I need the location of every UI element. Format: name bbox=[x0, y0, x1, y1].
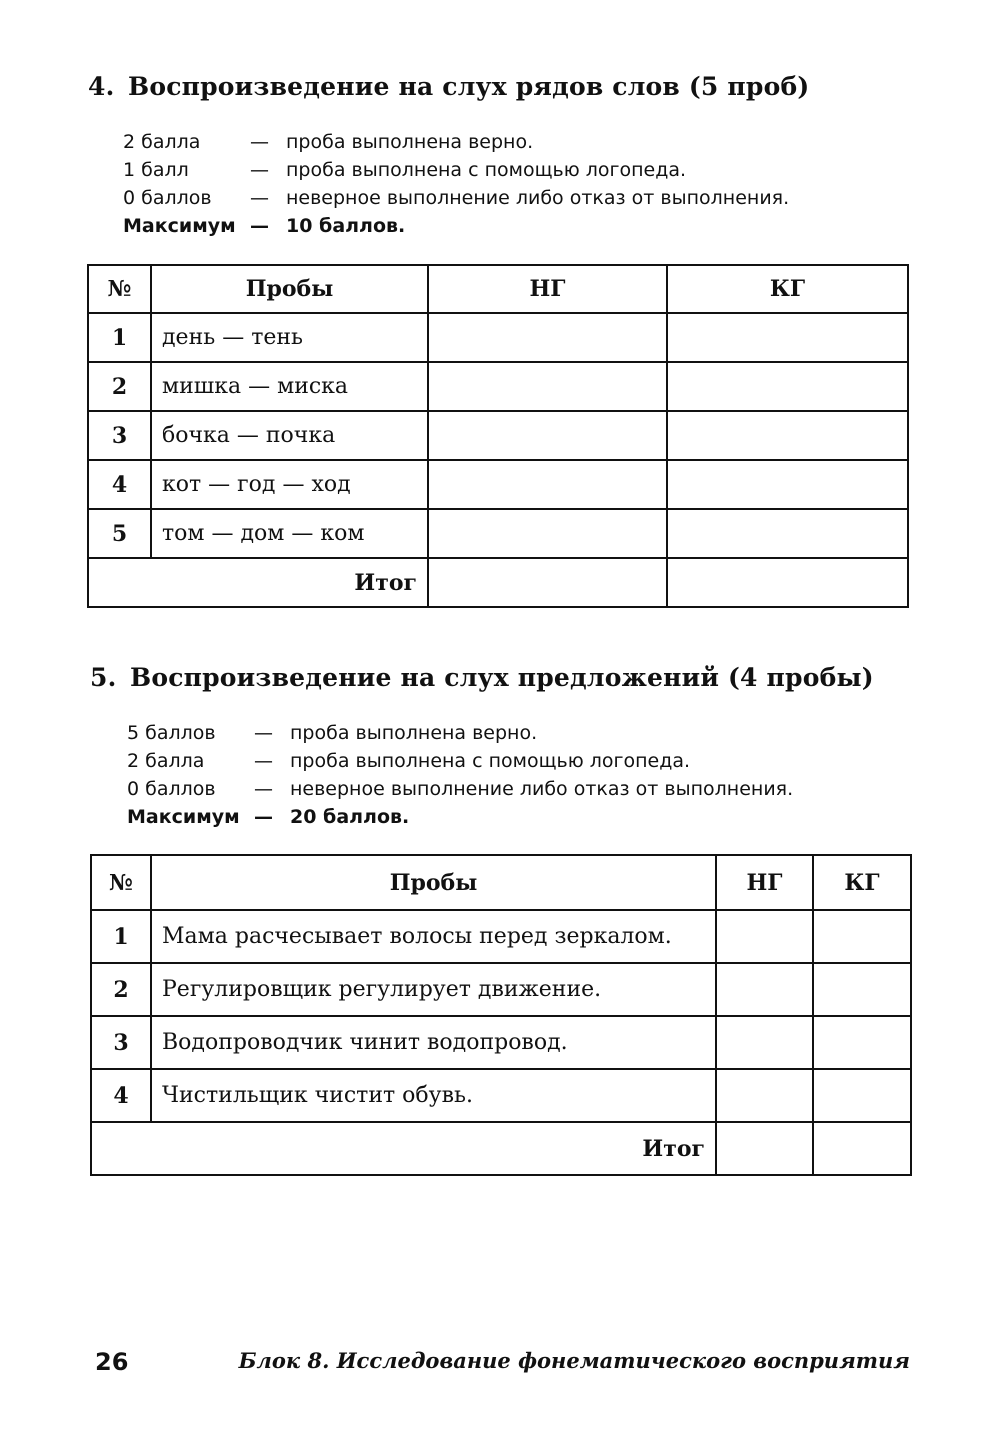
scoring-description: проба выполнена с помощью логопеда. bbox=[290, 750, 691, 772]
header-kg: КГ bbox=[813, 855, 911, 910]
page-number: 26 bbox=[95, 1348, 129, 1376]
kg-score-cell[interactable] bbox=[813, 963, 911, 1016]
header-number: № bbox=[88, 265, 151, 313]
scoring-description: проба выполнена верно. bbox=[290, 722, 538, 744]
footer-block-title: Блок 8. Исследование фонематического восприятия bbox=[238, 1348, 910, 1373]
section-5-number: 5. bbox=[90, 663, 117, 692]
maximum-value: 10 баллов. bbox=[286, 215, 406, 237]
scoring-rule bbox=[127, 719, 847, 747]
kg-score-cell[interactable] bbox=[667, 313, 908, 362]
scoring-points: 5 баллов bbox=[127, 722, 216, 744]
row-words: день — тень bbox=[151, 313, 428, 362]
row-words: бочка — почка bbox=[151, 411, 428, 460]
maximum-label: Максимум bbox=[127, 806, 240, 828]
header-number: № bbox=[91, 855, 151, 910]
scoring-dash: — bbox=[254, 778, 273, 800]
table-header-row bbox=[88, 265, 908, 313]
scoring-dash: — bbox=[250, 215, 269, 237]
row-number: 5 bbox=[88, 509, 151, 558]
total-label: Итог bbox=[91, 1122, 716, 1175]
row-number: 1 bbox=[88, 313, 151, 362]
maximum-label: Максимум bbox=[123, 215, 236, 237]
ng-score-cell[interactable] bbox=[428, 460, 667, 509]
scoring-dash: — bbox=[254, 806, 273, 828]
ng-score-cell[interactable] bbox=[428, 411, 667, 460]
scoring-rule bbox=[123, 156, 843, 184]
ng-total-cell[interactable] bbox=[716, 1122, 813, 1175]
scoring-dash: — bbox=[250, 131, 269, 153]
section-4-number: 4. bbox=[88, 72, 115, 101]
section-4-table bbox=[87, 264, 909, 608]
kg-score-cell[interactable] bbox=[667, 509, 908, 558]
ng-score-cell[interactable] bbox=[428, 313, 667, 362]
ng-score-cell[interactable] bbox=[428, 362, 667, 411]
scoring-rule bbox=[123, 128, 843, 156]
row-number: 4 bbox=[91, 1069, 151, 1122]
ng-score-cell[interactable] bbox=[716, 963, 813, 1016]
scoring-dash: — bbox=[250, 187, 269, 209]
table-header-row bbox=[91, 855, 911, 910]
kg-score-cell[interactable] bbox=[667, 362, 908, 411]
row-sentence: Мама расчесывает волосы перед зеркалом. bbox=[151, 910, 716, 963]
section-5-title-text: Воспроизведение на слух предложений (4 пробы) bbox=[130, 663, 874, 692]
scoring-rule bbox=[127, 775, 847, 803]
kg-score-cell[interactable] bbox=[813, 910, 911, 963]
scoring-rule bbox=[123, 184, 843, 212]
header-ng: НГ bbox=[716, 855, 813, 910]
scoring-points: 2 балла bbox=[123, 131, 201, 153]
ng-score-cell[interactable] bbox=[716, 1069, 813, 1122]
table-row bbox=[88, 362, 908, 411]
row-words: том — дом — ком bbox=[151, 509, 428, 558]
ng-score-cell[interactable] bbox=[428, 509, 667, 558]
scoring-dash: — bbox=[254, 750, 273, 772]
scoring-dash: — bbox=[250, 159, 269, 181]
scoring-points: 1 балл bbox=[123, 159, 189, 181]
kg-score-cell[interactable] bbox=[667, 411, 908, 460]
row-sentence: Регулировщик регулирует движение. bbox=[151, 963, 716, 1016]
scoring-dash: — bbox=[254, 722, 273, 744]
row-number: 3 bbox=[91, 1016, 151, 1069]
scoring-points: 2 балла bbox=[127, 750, 205, 772]
scoring-maximum bbox=[127, 803, 847, 831]
section-5-scoring bbox=[127, 719, 847, 831]
header-kg: КГ bbox=[667, 265, 908, 313]
maximum-value: 20 баллов. bbox=[290, 806, 410, 828]
table-total-row bbox=[91, 1122, 911, 1175]
header-ng: НГ bbox=[428, 265, 667, 313]
table-row bbox=[88, 411, 908, 460]
row-number: 4 bbox=[88, 460, 151, 509]
kg-score-cell[interactable] bbox=[813, 1016, 911, 1069]
table-row bbox=[88, 460, 908, 509]
row-number: 2 bbox=[88, 362, 151, 411]
table-row bbox=[91, 910, 911, 963]
scoring-points: 0 баллов bbox=[127, 778, 216, 800]
scoring-maximum bbox=[123, 212, 843, 240]
table-total-row bbox=[88, 558, 908, 607]
scoring-description: проба выполнена с помощью логопеда. bbox=[286, 159, 687, 181]
row-number: 1 bbox=[91, 910, 151, 963]
row-words: кот — год — ход bbox=[151, 460, 428, 509]
kg-total-cell[interactable] bbox=[667, 558, 908, 607]
kg-total-cell[interactable] bbox=[813, 1122, 911, 1175]
scoring-description: проба выполнена верно. bbox=[286, 131, 534, 153]
section-5-table bbox=[90, 854, 912, 1176]
kg-score-cell[interactable] bbox=[813, 1069, 911, 1122]
section-5-title bbox=[90, 663, 874, 692]
table-row bbox=[88, 509, 908, 558]
table-row bbox=[91, 963, 911, 1016]
total-label: Итог bbox=[88, 558, 428, 607]
scoring-rule bbox=[127, 747, 847, 775]
section-4-title bbox=[88, 72, 809, 101]
ng-score-cell[interactable] bbox=[716, 1016, 813, 1069]
row-sentence: Водопроводчик чинит водопровод. bbox=[151, 1016, 716, 1069]
header-trials: Пробы bbox=[151, 265, 428, 313]
row-number: 2 bbox=[91, 963, 151, 1016]
section-4-title-text: Воспроизведение на слух рядов слов (5 проб) bbox=[128, 72, 810, 101]
section-4-scoring bbox=[123, 128, 843, 240]
table-row bbox=[91, 1069, 911, 1122]
row-sentence: Чистильщик чистит обувь. bbox=[151, 1069, 716, 1122]
row-number: 3 bbox=[88, 411, 151, 460]
header-trials: Пробы bbox=[151, 855, 716, 910]
ng-total-cell[interactable] bbox=[428, 558, 667, 607]
scoring-description: неверное выполнение либо отказ от выполнения. bbox=[286, 187, 790, 209]
table-row bbox=[88, 313, 908, 362]
row-words: мишка — миска bbox=[151, 362, 428, 411]
scoring-description: неверное выполнение либо отказ от выполнения. bbox=[290, 778, 794, 800]
ng-score-cell[interactable] bbox=[716, 910, 813, 963]
table-row bbox=[91, 1016, 911, 1069]
kg-score-cell[interactable] bbox=[667, 460, 908, 509]
scoring-points: 0 баллов bbox=[123, 187, 212, 209]
